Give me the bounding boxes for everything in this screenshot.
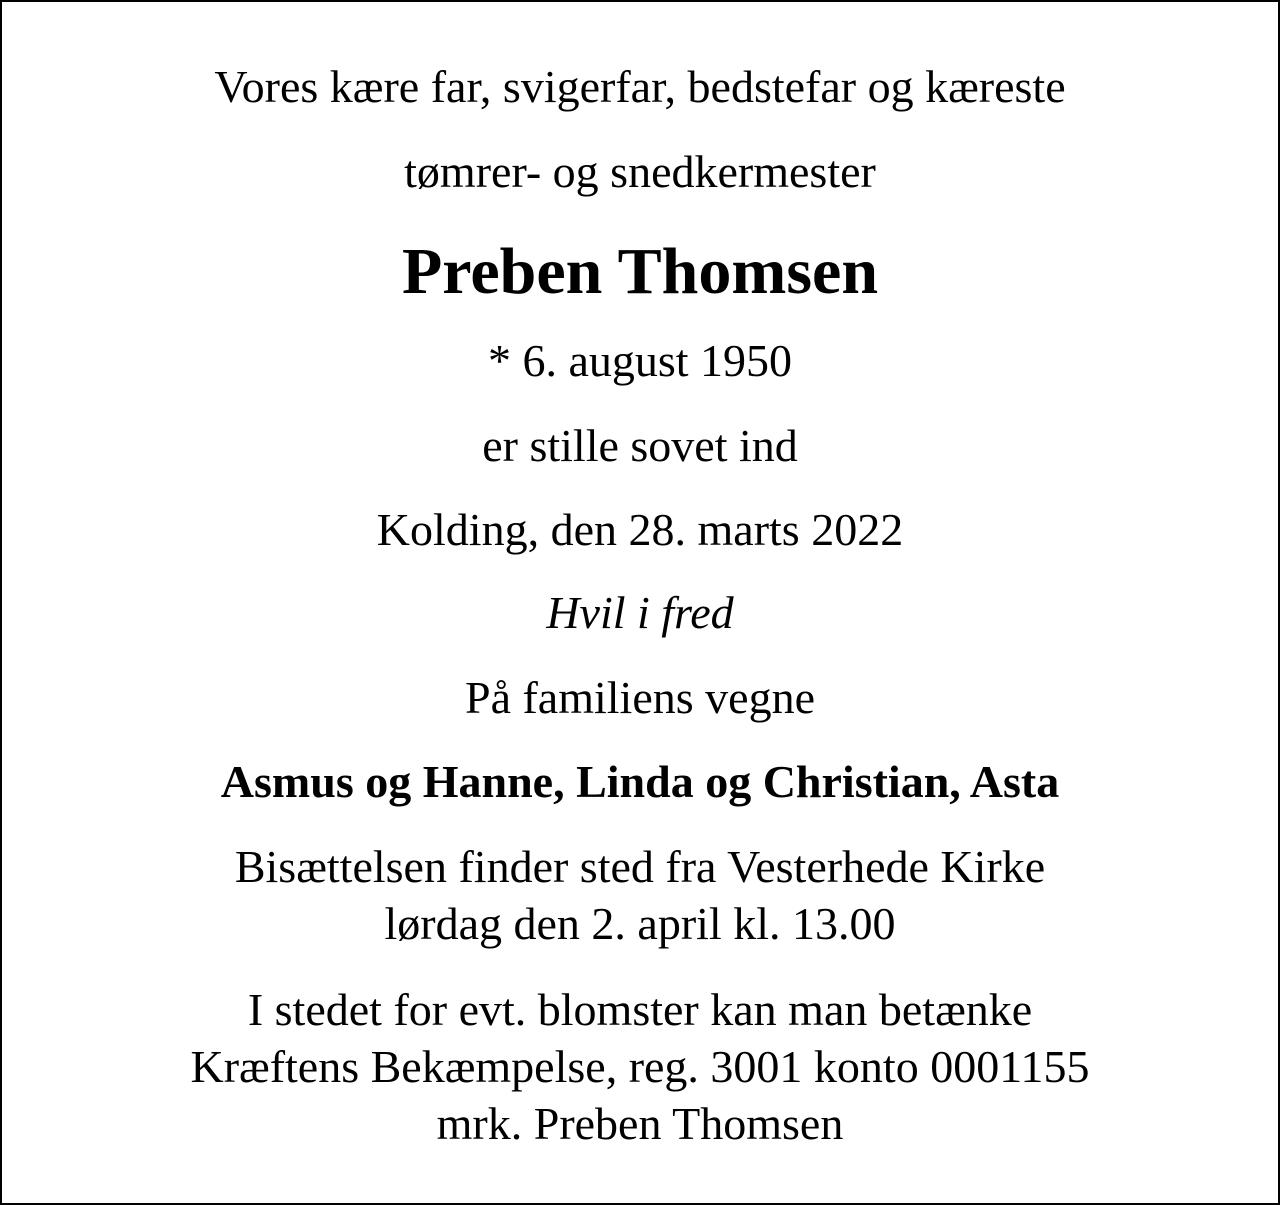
rest-in-peace: Hvil i fred xyxy=(546,587,734,638)
intro-line: Vores kære far, svigerfar, bedstefar og kæreste xyxy=(214,61,1066,112)
donation-reference: mrk. Preben Thomsen xyxy=(436,1098,844,1149)
birth-date: * 6. august 1950 xyxy=(487,335,793,386)
passed-away-line: er stille sovet ind xyxy=(482,420,798,471)
profession-line: tømrer- og snedkermester xyxy=(404,146,876,197)
deceased-name: Preben Thomsen xyxy=(401,235,879,308)
funeral-location: Bisættelsen finder sted fra Vesterhede Kirke xyxy=(234,841,1046,892)
family-names: Asmus og Hanne, Linda og Christian, Asta xyxy=(220,756,1060,807)
donation-intro: I stedet for evt. blomster kan man betænke xyxy=(247,984,1033,1035)
on-behalf-line: På familiens vegne xyxy=(464,672,815,723)
funeral-time: lørdag den 2. april kl. 13.00 xyxy=(384,898,896,949)
place-and-date: Kolding, den 28. marts 2022 xyxy=(376,504,904,555)
donation-account: Kræftens Bekæmpelse, reg. 3001 konto 0001155 xyxy=(190,1041,1090,1092)
